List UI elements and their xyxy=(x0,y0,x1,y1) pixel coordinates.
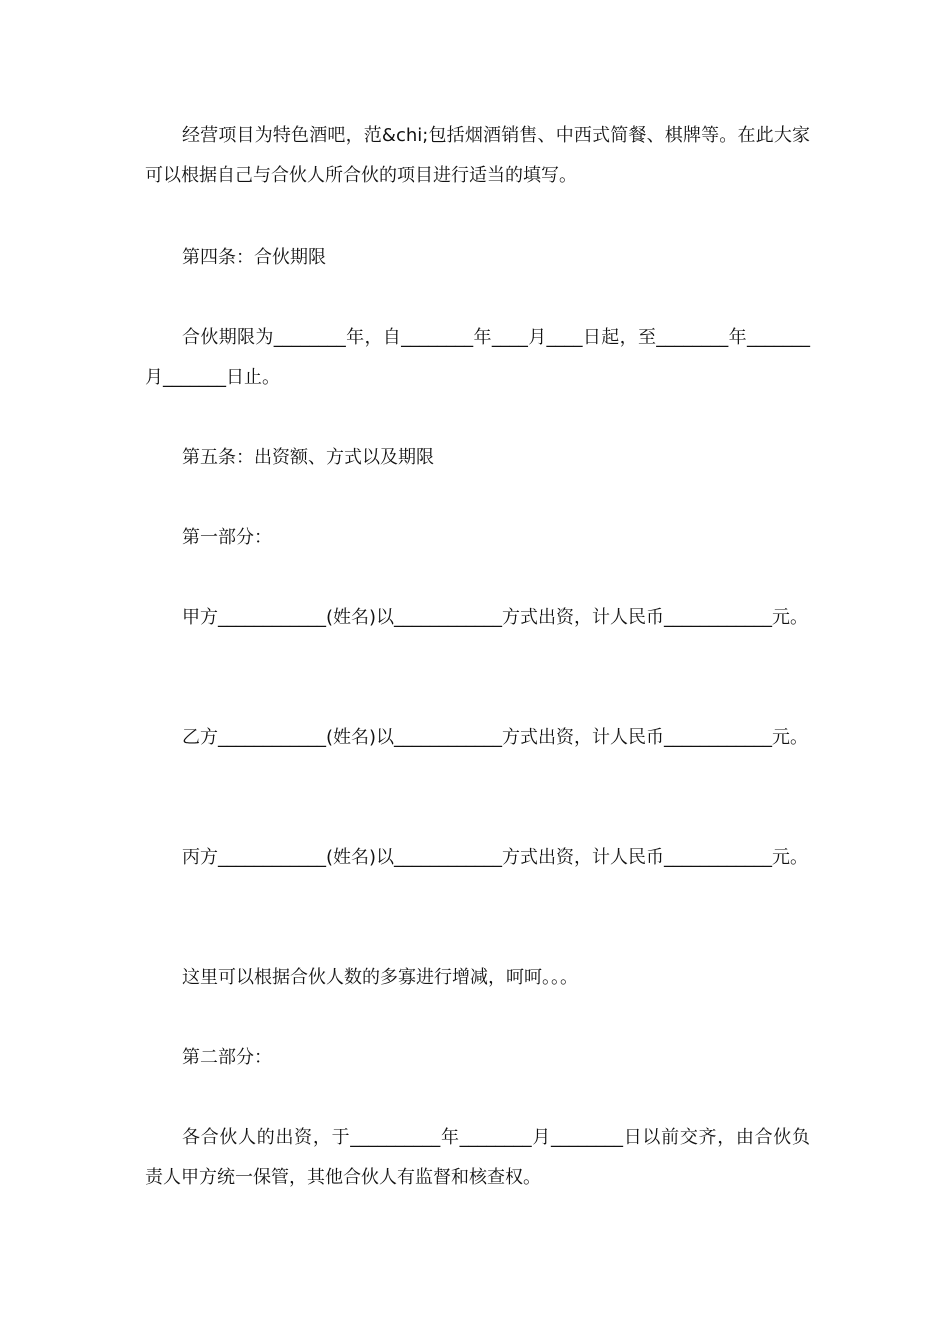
paragraph-partnership-term: 合伙期限为________年，自________年____月____日起，至________年_______月_______日止。 xyxy=(145,327,810,388)
article-4-heading: 第四条：合伙期限 xyxy=(182,247,326,268)
article-5-heading: 第五条：出资额、方式以及期限 xyxy=(182,447,434,468)
paragraph-contribution-deadline: 各合伙人的出资，于__________年________月________日以前交齐，由合伙负责人甲方统一保管，其他合伙人有监督和核查权。 xyxy=(145,1127,810,1188)
part-1-heading: 第一部分： xyxy=(182,527,272,548)
paragraph-party-a-contribution: 甲方____________(姓名)以____________方式出资，计人民币____________元。 xyxy=(182,607,809,628)
paragraph-party-b-contribution: 乙方____________(姓名)以____________方式出资，计人民币____________元。 xyxy=(182,727,809,748)
paragraph-party-c-contribution: 丙方____________(姓名)以____________方式出资，计人民币____________元。 xyxy=(182,847,809,868)
part-2-heading: 第二部分： xyxy=(182,1047,272,1068)
paragraph-note: 这里可以根据合伙人数的多寡进行增减，呵呵。。。 xyxy=(182,967,578,988)
paragraph-business-scope: 经营项目为特色酒吧，范&chi;包括烟酒销售、中西式简餐、棋牌等。在此大家可以根据自己与合伙人所合伙的项目进行适当的填写。 xyxy=(145,125,810,186)
